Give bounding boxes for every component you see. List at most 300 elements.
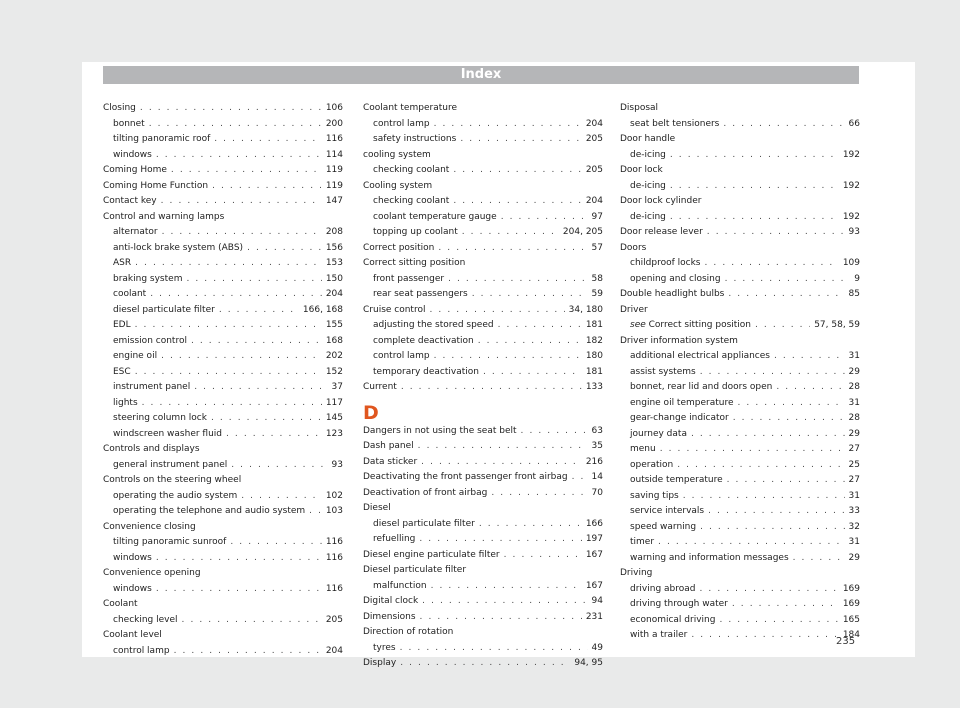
page-reference[interactable]: 119 xyxy=(325,165,343,175)
index-subentry xyxy=(103,117,343,133)
entry-term: Controls on the steering wheel xyxy=(103,475,242,485)
page-reference[interactable]: 49 xyxy=(591,642,603,653)
entry-term: Driver xyxy=(620,304,648,315)
page-reference[interactable]: 145 xyxy=(325,413,343,423)
entry-term: engine oil temperature xyxy=(630,397,734,408)
entry-term: with a trailer xyxy=(630,630,688,640)
page-number: 235 xyxy=(836,636,856,647)
dot-leader xyxy=(156,551,322,567)
entry-term: Door release lever xyxy=(620,227,703,237)
dot-leader xyxy=(421,455,582,471)
index-subentry xyxy=(103,287,343,303)
dot-leader xyxy=(191,334,322,350)
page-reference[interactable]: 216 xyxy=(585,456,603,467)
dot-leader xyxy=(400,641,588,657)
entry-term: Disposal xyxy=(620,103,659,113)
dot-leader xyxy=(231,458,327,474)
entry-term: windows xyxy=(113,552,152,563)
dot-leader xyxy=(691,628,838,644)
index-entry xyxy=(363,303,603,319)
entry-term: steering column lock xyxy=(113,413,207,423)
dot-leader xyxy=(727,473,845,489)
dot-leader xyxy=(491,486,587,502)
entry-term: complete deactivation xyxy=(373,335,474,346)
dot-leader xyxy=(453,163,581,179)
page-reference[interactable]: 117 xyxy=(325,397,343,408)
dot-leader xyxy=(230,535,321,551)
dot-leader xyxy=(501,210,588,226)
index-subentry xyxy=(363,194,603,210)
entry-term: Deactivation of front airbag xyxy=(363,487,488,498)
dot-leader xyxy=(755,318,810,334)
page-reference[interactable]: 114 xyxy=(325,149,343,160)
dot-leader xyxy=(135,256,322,272)
dot-leader xyxy=(142,396,322,412)
index-subentry xyxy=(620,396,860,412)
dot-leader xyxy=(677,458,844,474)
entry-term: Door lock xyxy=(620,165,663,175)
dot-leader xyxy=(670,210,839,226)
page-reference[interactable]: 153 xyxy=(325,258,343,268)
entry-term: instrument panel xyxy=(113,382,191,392)
index-entry xyxy=(363,439,603,455)
index-entry xyxy=(363,424,603,440)
entry-term: service intervals xyxy=(630,506,705,516)
index-entry xyxy=(363,548,603,564)
index-subentry xyxy=(620,597,860,613)
entry-term: front passenger xyxy=(373,273,445,284)
entry-term: Display xyxy=(363,658,397,668)
page-reference[interactable]: 181 xyxy=(585,366,603,377)
dot-leader xyxy=(434,349,582,365)
page-reference[interactable]: 94 xyxy=(591,596,603,606)
index-subentry xyxy=(103,504,343,520)
dot-leader xyxy=(707,225,845,241)
page-reference[interactable]: 165 xyxy=(842,614,860,625)
page-reference[interactable]: 85 xyxy=(848,289,860,299)
page-reference[interactable]: 57, 58, 59 xyxy=(814,320,860,330)
dot-leader xyxy=(247,241,322,257)
index-subentry xyxy=(363,349,603,365)
entry-term xyxy=(630,318,751,334)
entry-term: cooling system xyxy=(363,149,431,160)
index-subentry xyxy=(103,427,343,443)
page-reference[interactable]: 97 xyxy=(591,211,603,222)
dot-leader xyxy=(211,411,322,427)
page-reference[interactable]: 167 xyxy=(585,580,603,591)
entry-term: lights xyxy=(113,397,138,408)
index-subentry xyxy=(620,148,860,164)
index-entry xyxy=(103,566,343,582)
entry-term: engine oil xyxy=(113,351,158,361)
entry-term: Coming Home xyxy=(103,165,167,175)
index-entry xyxy=(620,241,860,257)
index-subentry xyxy=(620,535,860,551)
page-reference[interactable]: 106 xyxy=(325,103,343,113)
index-entry xyxy=(103,163,343,179)
entry-term: control lamp xyxy=(373,351,430,361)
entry-term: Convenience closing xyxy=(103,521,196,532)
page-reference[interactable]: 123 xyxy=(325,428,343,439)
dot-leader xyxy=(309,504,322,520)
index-subentry xyxy=(620,179,860,195)
entry-term: Door lock cylinder xyxy=(620,196,702,206)
dot-leader xyxy=(462,225,559,241)
index-subentry xyxy=(363,318,603,334)
entry-term: windows xyxy=(113,583,152,594)
index-entry xyxy=(363,380,603,396)
page-reference[interactable]: 70 xyxy=(591,487,603,498)
page-reference[interactable]: 33 xyxy=(848,506,860,516)
entry-term: de-icing xyxy=(630,211,666,222)
index-entry xyxy=(363,256,603,272)
dot-leader xyxy=(733,411,845,427)
page-reference[interactable]: 35 xyxy=(591,441,603,451)
dot-leader xyxy=(572,470,588,486)
page-reference[interactable]: 192 xyxy=(842,211,860,222)
dot-leader xyxy=(431,579,582,595)
page-reference[interactable]: 31 xyxy=(848,537,860,547)
dot-leader xyxy=(700,365,845,381)
dot-leader xyxy=(212,179,322,195)
index-subentry xyxy=(103,349,343,365)
entry-term: childproof locks xyxy=(630,258,701,268)
index-entry xyxy=(103,520,343,536)
index-subentry xyxy=(103,613,343,629)
entry-term: Dimensions xyxy=(363,611,416,622)
index-entry xyxy=(103,179,343,195)
page-reference[interactable]: 93 xyxy=(848,227,860,237)
entry-term: safety instructions xyxy=(373,134,457,144)
index-subentry xyxy=(103,535,343,551)
page-reference[interactable]: 205 xyxy=(585,165,603,175)
index-subentry xyxy=(620,380,860,396)
index-entry xyxy=(363,594,603,610)
page-reference[interactable]: 197 xyxy=(585,534,603,544)
dot-leader xyxy=(708,504,844,520)
entry-term: Convenience opening xyxy=(103,568,201,578)
page-reference[interactable]: 116 xyxy=(325,583,343,594)
dot-leader xyxy=(670,179,839,195)
dot-leader xyxy=(226,427,322,443)
page-reference[interactable]: 192 xyxy=(842,149,860,160)
dot-leader xyxy=(434,117,582,133)
entry-term: Closing xyxy=(103,103,136,113)
page-reference[interactable]: 103 xyxy=(325,506,343,516)
index-subentry xyxy=(103,256,343,272)
page-reference[interactable]: 31 xyxy=(848,351,860,361)
index-subentry xyxy=(103,365,343,381)
dot-leader xyxy=(219,303,299,319)
index-column-2 xyxy=(363,101,603,672)
index-entry xyxy=(363,241,603,257)
entry-term: menu xyxy=(630,444,656,454)
entry-term: operating the telephone and audio system xyxy=(113,506,306,516)
dot-leader xyxy=(704,256,838,272)
entry-term: outside temperature xyxy=(630,475,723,485)
page-reference[interactable]: 155 xyxy=(325,320,343,330)
dot-leader xyxy=(161,194,322,210)
entry-term: tilting panoramic roof xyxy=(113,134,211,144)
dot-leader xyxy=(453,194,581,210)
entry-term: journey data xyxy=(630,428,687,439)
entry-term: opening and closing xyxy=(630,273,721,284)
dot-leader xyxy=(728,287,844,303)
entry-term: saving tips xyxy=(630,490,679,501)
entry-term: gear-change indicator xyxy=(630,413,729,423)
index-subentry xyxy=(620,256,860,272)
index-subentry xyxy=(620,473,860,489)
dot-leader xyxy=(670,148,839,164)
dot-leader xyxy=(162,225,322,241)
page-reference[interactable]: 150 xyxy=(325,273,343,284)
page-reference[interactable]: 32 xyxy=(848,521,860,532)
page-reference[interactable]: 167 xyxy=(585,549,603,560)
page-reference[interactable]: 63 xyxy=(591,425,603,436)
page-reference[interactable]: 166 xyxy=(585,518,603,529)
entry-term: Digital clock xyxy=(363,596,419,606)
dot-leader xyxy=(460,132,581,148)
entry-term: seat belt tensioners xyxy=(630,118,720,129)
index-subentry xyxy=(620,489,860,505)
index-entry xyxy=(103,473,343,489)
page-reference[interactable]: 59 xyxy=(591,289,603,299)
index-subentry xyxy=(363,163,603,179)
page-reference[interactable]: 28 xyxy=(848,413,860,423)
page-reference[interactable]: 202 xyxy=(325,351,343,361)
index-subentry xyxy=(363,287,603,303)
page-reference[interactable]: 181 xyxy=(585,320,603,330)
entry-term: Double headlight bulbs xyxy=(620,289,725,299)
entry-term: de-icing xyxy=(630,149,666,160)
page-reference[interactable]: 200 xyxy=(325,118,343,129)
index-entry xyxy=(620,225,860,241)
index-subentry xyxy=(103,225,343,241)
dot-leader xyxy=(683,489,845,505)
page-reference[interactable]: 184 xyxy=(842,630,860,640)
page-reference[interactable]: 180 xyxy=(585,351,603,361)
index-subentry xyxy=(103,241,343,257)
dot-leader xyxy=(738,396,845,412)
page-reference[interactable]: 27 xyxy=(848,444,860,454)
page-reference[interactable]: 9 xyxy=(854,273,860,284)
index-entry xyxy=(103,210,343,226)
dot-leader xyxy=(700,520,844,536)
dot-leader xyxy=(504,548,582,564)
entry-term: speed warning xyxy=(630,521,697,532)
page-reference[interactable]: 133 xyxy=(585,382,603,392)
dot-leader xyxy=(699,582,838,598)
page-reference[interactable]: 147 xyxy=(325,196,343,206)
page-reference[interactable]: 58 xyxy=(591,273,603,284)
entry-term: Coolant temperature xyxy=(363,103,457,113)
page-reference[interactable]: 29 xyxy=(848,552,860,563)
entry-term: Cooling system xyxy=(363,180,433,191)
entry-term: EDL xyxy=(113,320,131,330)
dot-leader xyxy=(241,489,322,505)
index-subentry xyxy=(363,225,603,241)
page-reference[interactable]: 205 xyxy=(325,614,343,625)
dot-leader xyxy=(194,380,327,396)
page-reference[interactable]: 204 xyxy=(585,118,603,129)
entry-term: adjusting the stored speed xyxy=(373,320,494,330)
page-reference[interactable]: 66 xyxy=(848,118,860,129)
entry-term: Door handle xyxy=(620,134,676,144)
index-subentry xyxy=(620,551,860,567)
index-subentry xyxy=(620,427,860,443)
index-subentry xyxy=(620,349,860,365)
page-reference[interactable]: 31 xyxy=(848,397,860,408)
dot-leader xyxy=(400,656,570,672)
page-reference[interactable]: 192 xyxy=(842,180,860,191)
page-reference[interactable]: 14 xyxy=(591,472,603,482)
index-entry xyxy=(363,610,603,626)
entry-term: coolant xyxy=(113,289,147,299)
entry-term: tyres xyxy=(373,642,396,653)
page-reference[interactable]: 109 xyxy=(842,258,860,268)
page-reference[interactable]: 31 xyxy=(848,490,860,501)
index-entry xyxy=(103,194,343,210)
index-subentry xyxy=(620,458,860,474)
dot-leader xyxy=(140,101,322,117)
index-subentry xyxy=(103,396,343,412)
dot-leader xyxy=(156,148,322,164)
page-reference[interactable]: 169 xyxy=(842,599,860,609)
index-entry xyxy=(363,179,603,195)
index-subentry xyxy=(363,641,603,657)
entry-term: Diesel xyxy=(363,503,391,513)
page-reference[interactable]: 116 xyxy=(325,134,343,144)
page-reference[interactable]: 169 xyxy=(842,583,860,594)
dot-leader xyxy=(186,272,321,288)
page-reference[interactable]: 93 xyxy=(331,459,343,470)
entry-term: Driving xyxy=(620,568,653,578)
entry-term: alternator xyxy=(113,227,158,237)
index-subentry xyxy=(620,520,860,536)
page-reference[interactable]: 231 xyxy=(585,611,603,622)
index-entry xyxy=(363,486,603,502)
entry-term: Dash panel xyxy=(363,441,414,451)
entry-term: Coolant xyxy=(103,599,138,609)
index-entry xyxy=(363,455,603,471)
index-subentry xyxy=(620,318,860,334)
index-subentry xyxy=(103,318,343,334)
index-entry xyxy=(620,132,860,148)
dot-leader xyxy=(214,132,322,148)
entry-term: timer xyxy=(630,537,655,547)
entry-term: warning and information messages xyxy=(630,552,789,563)
index-subentry xyxy=(363,334,603,350)
entry-term: Contact key xyxy=(103,196,157,206)
entry-term: general instrument panel xyxy=(113,459,228,470)
dot-leader xyxy=(723,117,844,133)
dot-leader xyxy=(472,287,588,303)
index-subentry xyxy=(103,644,343,660)
dot-leader xyxy=(135,318,322,334)
page-reference[interactable]: 152 xyxy=(325,366,343,377)
dot-leader xyxy=(776,380,844,396)
dot-leader xyxy=(793,551,845,567)
index-subentry xyxy=(103,272,343,288)
entry-term: bonnet, rear lid and doors open xyxy=(630,382,773,392)
dot-leader xyxy=(149,117,322,133)
section-letter: D xyxy=(363,401,379,424)
page-reference[interactable]: 34, 180 xyxy=(568,304,603,315)
dot-leader xyxy=(725,272,851,288)
dot-leader xyxy=(438,241,587,257)
dot-leader xyxy=(498,318,582,334)
page-reference[interactable]: 94, 95 xyxy=(574,658,603,668)
page-reference[interactable]: 102 xyxy=(325,490,343,501)
index-subentry xyxy=(103,458,343,474)
dot-leader xyxy=(156,582,322,598)
index-subentry xyxy=(103,148,343,164)
dot-leader xyxy=(732,597,839,613)
dot-leader xyxy=(150,287,322,303)
page-reference[interactable]: 156 xyxy=(325,242,343,253)
page-reference[interactable]: 208 xyxy=(325,227,343,237)
entry-term: additional electrical appliances xyxy=(630,351,770,361)
dot-leader xyxy=(483,365,582,381)
index-entry xyxy=(620,303,860,319)
index-subentry xyxy=(103,489,343,505)
index-subentry xyxy=(363,517,603,533)
page-reference[interactable]: 205 xyxy=(585,134,603,144)
page-reference[interactable]: 25 xyxy=(848,459,860,470)
index-entry xyxy=(363,501,603,517)
page-reference[interactable]: 119 xyxy=(325,180,343,191)
page-reference[interactable]: 27 xyxy=(848,475,860,485)
page-reference[interactable]: 168 xyxy=(325,335,343,346)
page-reference[interactable]: 182 xyxy=(585,335,603,346)
dot-leader xyxy=(691,427,845,443)
dot-leader xyxy=(429,303,564,319)
page-reference[interactable]: 28 xyxy=(848,382,860,392)
entry-term: windows xyxy=(113,149,152,160)
index-subentry xyxy=(103,411,343,427)
page-reference[interactable]: 57 xyxy=(591,242,603,253)
entry-term: Deactivating the front passenger front airbag xyxy=(363,472,568,482)
entry-term: braking system xyxy=(113,273,183,284)
page-reference[interactable]: 204 xyxy=(325,645,343,656)
entry-term: Doors xyxy=(620,242,647,253)
entry-term: Diesel engine particulate filter xyxy=(363,549,500,560)
dot-leader xyxy=(660,442,845,458)
see-reference: see xyxy=(630,320,646,330)
dot-leader xyxy=(418,439,588,455)
page-reference[interactable]: 204 xyxy=(585,196,603,206)
entry-term: operation xyxy=(630,459,674,470)
page-reference[interactable]: 29 xyxy=(848,428,860,439)
index-column-3 xyxy=(620,101,860,644)
page-reference[interactable]: 116 xyxy=(325,552,343,563)
entry-term: Coming Home Function xyxy=(103,180,209,191)
dot-leader xyxy=(658,535,845,551)
page-reference[interactable]: 37 xyxy=(331,382,343,392)
dot-leader xyxy=(479,517,582,533)
entry-term: checking level xyxy=(113,614,178,625)
page-reference[interactable]: 204, 205 xyxy=(562,227,603,237)
page-reference[interactable]: 29 xyxy=(848,366,860,377)
dot-leader xyxy=(401,380,582,396)
page-reference[interactable]: 166, 168 xyxy=(302,304,343,315)
dot-leader xyxy=(719,613,838,629)
page-reference[interactable]: 116 xyxy=(325,537,343,547)
index-entry xyxy=(103,101,343,117)
page-reference[interactable]: 204 xyxy=(325,289,343,299)
index-subentry xyxy=(103,334,343,350)
index-subentry xyxy=(103,380,343,396)
